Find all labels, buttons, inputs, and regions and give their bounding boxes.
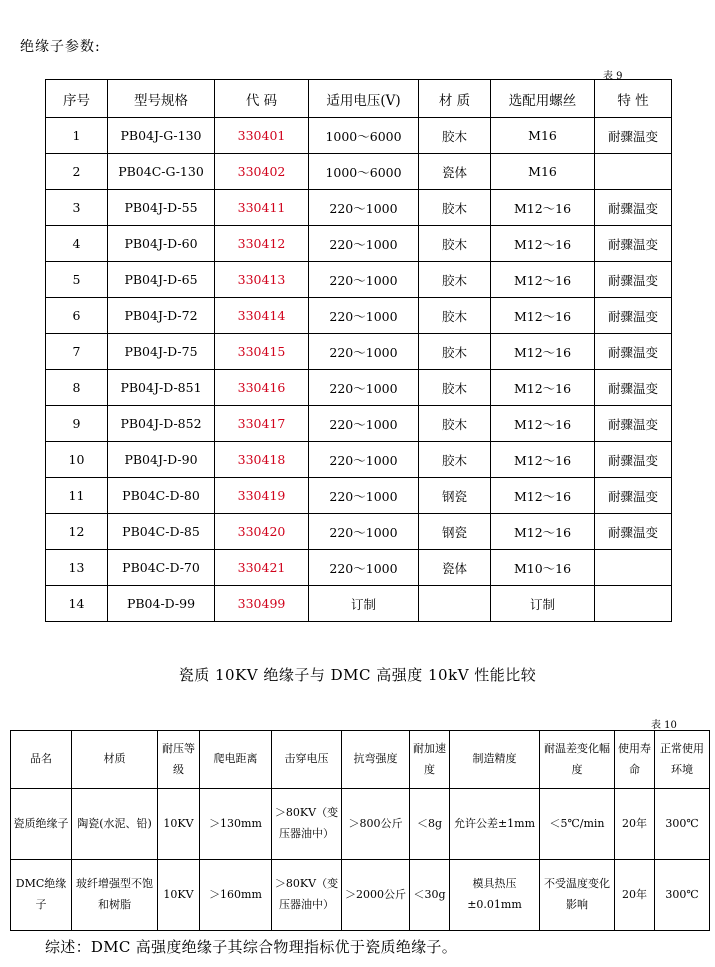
table9-label: 表 9: [603, 71, 623, 82]
table-cell: 2: [46, 154, 108, 190]
table-cell: 1000～6000: [309, 154, 419, 190]
table-cell: 330421: [215, 550, 309, 586]
table-cell: PB04C-D-70: [108, 550, 215, 586]
table-cell: M10～16: [491, 550, 595, 586]
table-cell: 330420: [215, 514, 309, 550]
insulator-parameters-table: [45, 79, 672, 622]
comparison-title: 瓷质 10KV 绝缘子与 DMC 高强度 10kV 性能比较: [178, 666, 537, 684]
table-cell: 10KV: [158, 860, 200, 931]
table-row: [46, 154, 672, 190]
table-cell: M12～16: [491, 298, 595, 334]
table-cell: [595, 154, 672, 190]
table-cell: ＜8g: [410, 789, 450, 860]
table-cell: 允许公差±1mm: [450, 789, 540, 860]
table-cell: 胶木: [419, 226, 491, 262]
column-header: 耐温差变化幅度: [540, 731, 615, 789]
table-cell: 20年: [615, 860, 655, 931]
column-header: 正常使用环境: [655, 731, 710, 789]
table-cell: ＜5℃/min: [540, 789, 615, 860]
table-cell: 220～1000: [309, 190, 419, 226]
table-cell: 330418: [215, 442, 309, 478]
table-cell: 1000～6000: [309, 118, 419, 154]
table-cell: ＞130mm: [200, 789, 272, 860]
column-header: 击穿电压: [272, 731, 342, 789]
table-cell: 陶瓷(水泥、铅): [72, 789, 158, 860]
table-cell: 胶木: [419, 442, 491, 478]
table-cell: 模具热压±0.01mm: [450, 860, 540, 931]
table-cell: PB04J-D-72: [108, 298, 215, 334]
table-cell: 7: [46, 334, 108, 370]
table-cell: 耐骤温变: [595, 478, 672, 514]
table-header-row: [11, 731, 710, 789]
table-cell: M12～16: [491, 190, 595, 226]
table-cell: PB04J-D-65: [108, 262, 215, 298]
table-cell: 6: [46, 298, 108, 334]
table-cell: PB04-D-99: [108, 586, 215, 622]
table-cell: 8: [46, 370, 108, 406]
table10-label: 表 10: [651, 720, 677, 731]
table-cell: 钢瓷: [419, 478, 491, 514]
table-cell: 10KV: [158, 789, 200, 860]
table-cell: M12～16: [491, 226, 595, 262]
table-row: [46, 586, 672, 622]
table-cell: 耐骤温变: [595, 442, 672, 478]
table-cell: 不受温度变化影响: [540, 860, 615, 931]
column-header: 代 码: [215, 80, 309, 118]
table-cell: PB04C-D-80: [108, 478, 215, 514]
table-cell: 订制: [309, 586, 419, 622]
table-cell: [595, 550, 672, 586]
table-cell: 瓷体: [419, 550, 491, 586]
table-cell: PB04J-D-55: [108, 190, 215, 226]
table-cell: 300℃: [655, 860, 710, 931]
table-cell: PB04J-D-90: [108, 442, 215, 478]
column-header: 制造精度: [450, 731, 540, 789]
table-cell: ＞80KV（变压器油中）: [272, 860, 342, 931]
table-cell: PB04C-G-130: [108, 154, 215, 190]
table-cell: 220～1000: [309, 514, 419, 550]
table-cell: 11: [46, 478, 108, 514]
table-cell: 330414: [215, 298, 309, 334]
table-cell: 10: [46, 442, 108, 478]
column-header: 耐压等级: [158, 731, 200, 789]
table-cell: 胶木: [419, 118, 491, 154]
table-cell: ＞800公斤: [342, 789, 410, 860]
table-row: [46, 442, 672, 478]
column-header: 材质: [72, 731, 158, 789]
column-header: 选配用螺丝: [491, 80, 595, 118]
table-cell: PB04J-D-852: [108, 406, 215, 442]
table-cell: M12～16: [491, 442, 595, 478]
table-cell: 胶木: [419, 370, 491, 406]
table-cell: 耐骤温变: [595, 118, 672, 154]
table-cell: PB04J-D-851: [108, 370, 215, 406]
table-cell: 14: [46, 586, 108, 622]
column-header: 型号规格: [108, 80, 215, 118]
table-cell: 胶木: [419, 298, 491, 334]
table-cell: 胶木: [419, 334, 491, 370]
table-cell: M12～16: [491, 478, 595, 514]
table-cell: 330416: [215, 370, 309, 406]
column-header: 爬电距离: [200, 731, 272, 789]
table-cell: 耐骤温变: [595, 190, 672, 226]
table-cell: 330499: [215, 586, 309, 622]
table-cell: PB04C-D-85: [108, 514, 215, 550]
table-cell: [595, 586, 672, 622]
table-cell: 胶木: [419, 406, 491, 442]
table-row: [46, 190, 672, 226]
table-cell: ＞160mm: [200, 860, 272, 931]
table-cell: 300℃: [655, 789, 710, 860]
table-cell: 耐骤温变: [595, 370, 672, 406]
summary-text: 综述：DMC 高强度绝缘子其综合物理指标优于瓷质绝缘子。: [45, 938, 458, 956]
table-cell: 330417: [215, 406, 309, 442]
table-cell: 耐骤温变: [595, 334, 672, 370]
table-cell: M12～16: [491, 406, 595, 442]
table-cell: 玻纤增强型不饱和树脂: [72, 860, 158, 931]
table-cell: 220～1000: [309, 370, 419, 406]
table-cell: M16: [491, 154, 595, 190]
table-row: [46, 334, 672, 370]
table-cell: 330419: [215, 478, 309, 514]
table-cell: 220～1000: [309, 550, 419, 586]
table-row: [46, 118, 672, 154]
table-cell: 3: [46, 190, 108, 226]
table-row: [46, 406, 672, 442]
table-cell: M12～16: [491, 514, 595, 550]
table-cell: 订制: [491, 586, 595, 622]
table-cell: 4: [46, 226, 108, 262]
table-cell: 耐骤温变: [595, 262, 672, 298]
table-cell: 胶木: [419, 190, 491, 226]
column-header: 材 质: [419, 80, 491, 118]
table-cell: PB04J-D-75: [108, 334, 215, 370]
table-row: [11, 789, 710, 860]
table-cell: 耐骤温变: [595, 406, 672, 442]
table-cell: 瓷体: [419, 154, 491, 190]
table-cell: M16: [491, 118, 595, 154]
table-row: [46, 478, 672, 514]
table-cell: 330415: [215, 334, 309, 370]
table-cell: 330401: [215, 118, 309, 154]
table-cell: 330402: [215, 154, 309, 190]
table-cell: M12～16: [491, 262, 595, 298]
table-cell: 330411: [215, 190, 309, 226]
column-header: 抗弯强度: [342, 731, 410, 789]
column-header: 适用电压(V): [309, 80, 419, 118]
table-row: [46, 262, 672, 298]
table-cell: 20年: [615, 789, 655, 860]
table-cell: 胶木: [419, 262, 491, 298]
table-row: [11, 860, 710, 931]
table-cell: DMC绝缘子: [11, 860, 72, 931]
table-cell: 220～1000: [309, 262, 419, 298]
table-row: [46, 298, 672, 334]
table-cell: M12～16: [491, 334, 595, 370]
table-cell: 220～1000: [309, 406, 419, 442]
column-header: 品名: [11, 731, 72, 789]
table-cell: ＞2000公斤: [342, 860, 410, 931]
table-cell: 220～1000: [309, 334, 419, 370]
table-cell: 330412: [215, 226, 309, 262]
column-header: 耐加速度: [410, 731, 450, 789]
table-cell: PB04J-G-130: [108, 118, 215, 154]
column-header: 特 性: [595, 80, 672, 118]
table-cell: M12～16: [491, 370, 595, 406]
table-cell: [419, 586, 491, 622]
table-cell: 瓷质绝缘子: [11, 789, 72, 860]
table-row: [46, 550, 672, 586]
table-cell: 耐骤温变: [595, 226, 672, 262]
table-row: [46, 226, 672, 262]
table-cell: 330413: [215, 262, 309, 298]
table-cell: PB04J-D-60: [108, 226, 215, 262]
table-cell: 5: [46, 262, 108, 298]
table-cell: 耐骤温变: [595, 514, 672, 550]
table-cell: ＞80KV（变压器油中）: [272, 789, 342, 860]
table-cell: 220～1000: [309, 226, 419, 262]
column-header: 使用寿命: [615, 731, 655, 789]
table-cell: 220～1000: [309, 298, 419, 334]
performance-comparison-table: [10, 730, 710, 931]
table-cell: 9: [46, 406, 108, 442]
table-cell: 13: [46, 550, 108, 586]
table-cell: 1: [46, 118, 108, 154]
table-cell: ＜30g: [410, 860, 450, 931]
column-header: 序号: [46, 80, 108, 118]
table-cell: 钢瓷: [419, 514, 491, 550]
table-cell: 220～1000: [309, 478, 419, 514]
table-cell: 12: [46, 514, 108, 550]
table-row: [46, 370, 672, 406]
table-row: [46, 514, 672, 550]
table-cell: 220～1000: [309, 442, 419, 478]
section-title: 绝缘子参数:: [20, 39, 101, 55]
table-header-row: [46, 80, 672, 118]
table-cell: 耐骤温变: [595, 298, 672, 334]
